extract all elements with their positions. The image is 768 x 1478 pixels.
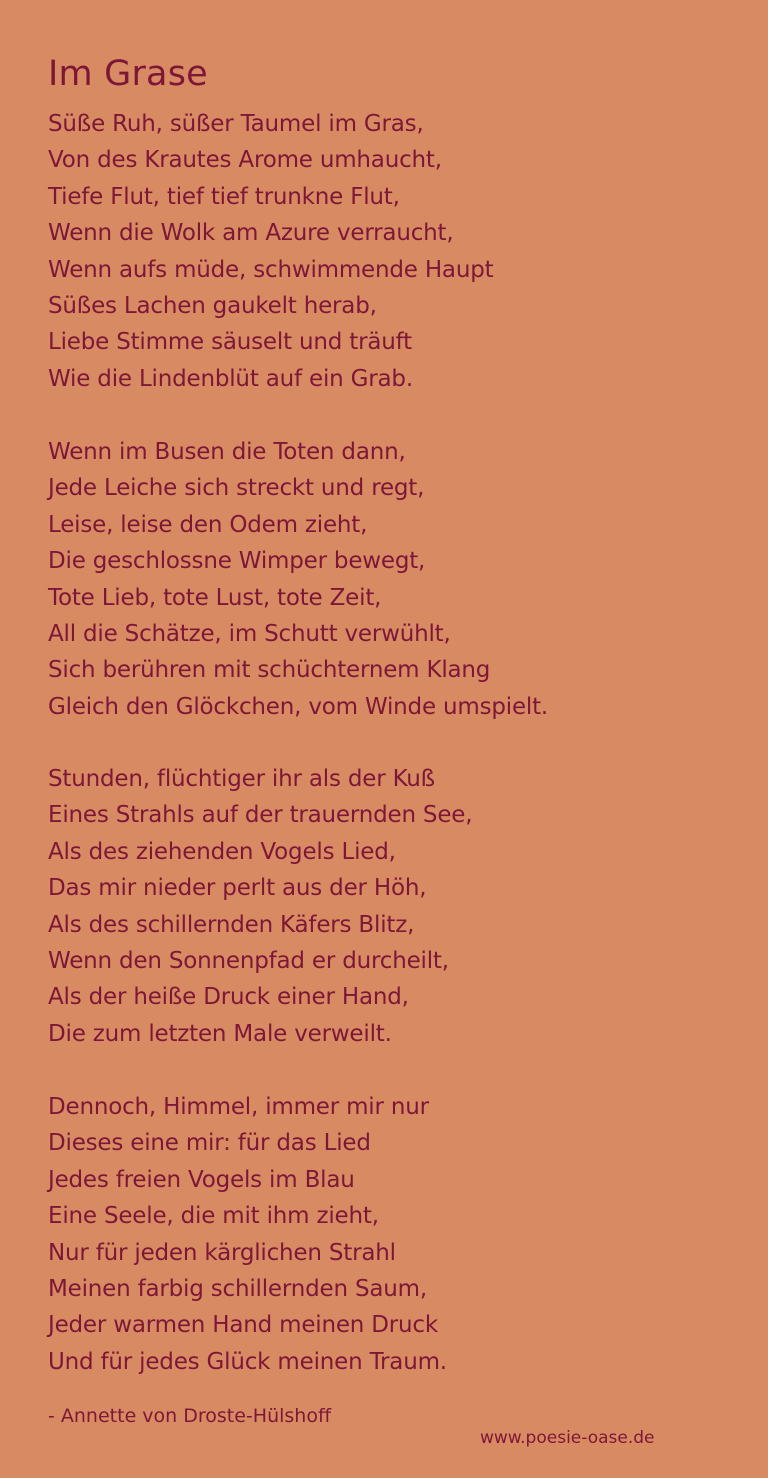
stanza <box>48 761 472 1052</box>
poem-line: Leise, leise den Odem zieht, <box>48 511 368 538</box>
poem-line: Dieses eine mir: für das Lied <box>48 1130 371 1157</box>
poem-line: Stunden, flüchtiger ihr als der Kuß <box>48 766 435 792</box>
poem-line: All die Schätze, im Schutt verwühlt, <box>48 621 451 648</box>
poem-line: Eine Seele, die mit ihm zieht, <box>48 1203 379 1230</box>
poem-author: - Annette von Droste-Hülshoff <box>48 1405 332 1427</box>
poem-line: Wenn aufs müde, schwimmende Haupt <box>48 256 494 283</box>
poem-line: Als des schillernden Käfers Blitz, <box>48 911 415 938</box>
poem-line: Wenn die Wolk am Azure verraucht, <box>48 220 454 247</box>
poem-line: Von des Krautes Arome umhaucht, <box>48 147 442 174</box>
poem-line: Süße Ruh, süßer Taumel im Gras, <box>48 111 424 137</box>
poem-line: Jeder warmen Hand meinen Druck <box>48 1312 438 1339</box>
poem-title: Im Grase <box>48 54 208 94</box>
poem-line: Tote Lieb, tote Lust, tote Zeit, <box>48 584 382 611</box>
poem-line: Dennoch, Himmel, immer mir nur <box>48 1094 429 1120</box>
poem-line: Die zum letzten Male verweilt. <box>48 1020 392 1047</box>
poem-line: Gleich den Glöckchen, vom Winde umspielt. <box>48 693 549 720</box>
poem-line: Und für jedes Glück meinen Traum. <box>48 1348 447 1375</box>
poem-line: Jede Leiche sich streckt und regt, <box>48 475 425 502</box>
poem-line: Als des ziehenden Vogels Lied, <box>48 838 396 865</box>
poem-line: Jedes freien Vogels im Blau <box>48 1166 355 1193</box>
poem-line: Liebe Stimme säuselt und träuft <box>48 329 412 356</box>
poem-line: Tiefe Flut, tief tief trunkne Flut, <box>48 183 400 210</box>
poem-line: Das mir nieder perlt aus der Höh, <box>48 875 427 902</box>
poem-line: Eines Strahls auf der trauernden See, <box>48 802 473 829</box>
poem-line: Meinen farbig schillernden Saum, <box>48 1276 427 1303</box>
poem-line: Nur für jeden kärglichen Strahl <box>48 1239 396 1266</box>
poem-line: Die geschlossne Wimper bewegt, <box>48 548 426 575</box>
stanza <box>48 106 493 397</box>
stanza <box>48 1089 447 1380</box>
poem-line: Wenn im Busen die Toten dann, <box>48 439 406 465</box>
website-watermark: www.poesie-oase.de <box>480 1428 655 1448</box>
poem-line: Süßes Lachen gaukelt herab, <box>48 293 377 320</box>
poem-line: Wenn den Sonnenpfad er durcheilt, <box>48 948 449 975</box>
poem-line: Als der heiße Druck einer Hand, <box>48 984 409 1011</box>
poem-line: Wie die Lindenblüt auf ein Grab. <box>48 365 413 392</box>
poem-line: Sich berühren mit schüchternem Klang <box>48 657 491 684</box>
stanza <box>48 434 548 725</box>
